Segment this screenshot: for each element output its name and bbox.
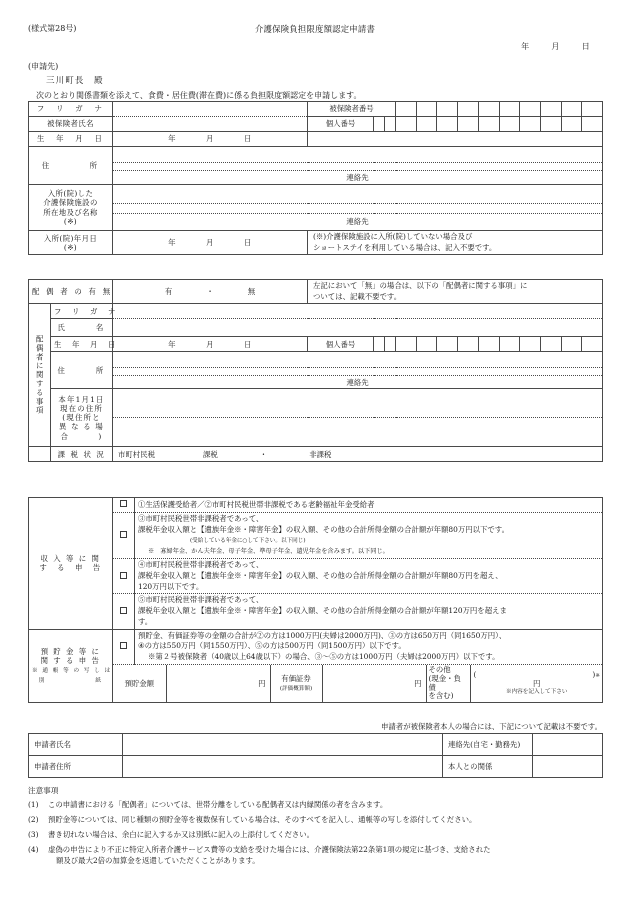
income-item-4: [135, 594, 603, 629]
savings-statement-line-3: ※第２号被保険者（40歳以上64歳以下）の場合、③〜⑤の方は1000万円（夫婦は2000万円）以下です。: [148, 652, 500, 662]
spouse-personal-number-input[interactable]: [396, 337, 603, 352]
table-row: [29, 734, 603, 756]
other-label: [426, 665, 470, 703]
income-section-label: [29, 498, 113, 630]
income-item-1: [135, 498, 603, 513]
birth-date-input[interactable]: [113, 132, 308, 147]
admission-day-label: 日: [243, 238, 252, 248]
securities-amount-yen: 円: [414, 678, 422, 688]
income-item-4-line-3: す。: [138, 616, 153, 626]
income-checkbox-2[interactable]: [113, 513, 135, 559]
applicant-table: [28, 733, 602, 778]
applicant-address-input[interactable]: [123, 756, 443, 778]
income-item-4-line-2: 課税年金収入額と【遺族年金※・障害年金】の収入額、その他の合計所得金額の合計額が年額120万円を超えま: [138, 606, 507, 616]
personal-number-label: 個人番号: [308, 117, 374, 132]
table-row: [29, 498, 603, 513]
insured-number-label: 被保険者番号: [308, 102, 396, 117]
birth-day-label: 日: [243, 134, 252, 144]
note-text-line1: 虚偽の申告により不正に特定入所者介護サービス費等の支給を受けた場合には、介護保険法第22条第1項の規定に基づき、支給された: [48, 845, 491, 855]
admission-date-label: [29, 231, 113, 255]
table-row: [29, 147, 603, 163]
notes-title: 注意事項: [28, 786, 59, 795]
table-row: [29, 447, 603, 462]
spouse-jan1-address-input-2[interactable]: [113, 418, 603, 447]
savings-statement: [135, 629, 603, 664]
jan1-label-line4: 異 な る 場: [59, 422, 105, 432]
checkbox-icon[interactable]: [120, 607, 127, 614]
spouse-tax-spacer: [29, 447, 51, 462]
income-item-2-line-1: ③市町村民税世帯非課税者であって、: [138, 514, 264, 523]
spouse-personal-number-prefix[interactable]: [374, 337, 396, 352]
has-spouse-options[interactable]: [113, 280, 308, 304]
spouse-birth-day-label: 日: [243, 339, 252, 349]
note-number: (3): [28, 830, 39, 840]
personal-number-input[interactable]: [396, 117, 603, 132]
facility-label-line4: (※): [63, 216, 78, 226]
insured-person-table: [28, 101, 602, 255]
spouse-address-input-1[interactable]: [113, 352, 603, 368]
birth-date-label: 生 年 月 日: [29, 132, 113, 147]
spouse-section-label-text: 配偶者に関する事項: [35, 335, 45, 416]
note-text: 預貯金等については、同じ種類の預貯金等を複数保有している場合は、そのすべてを記入し、通帳等の写しを添付してください。: [48, 815, 477, 824]
addressee-label: (申請先): [28, 62, 59, 71]
income-item-4-line-1: ⑤市町村民税世帯非課税者であって、: [138, 595, 264, 605]
applicant-contact-input[interactable]: [533, 734, 603, 756]
table-row: [29, 280, 603, 304]
notes-list: [28, 800, 606, 866]
list-item: [28, 815, 606, 826]
income-item-2: [135, 513, 603, 559]
table-row: [29, 513, 603, 559]
table-row: [29, 418, 603, 447]
insured-name-label: 被保険者氏名: [29, 117, 113, 132]
table-row: [29, 376, 603, 389]
securities-sub-label: (評価概算額): [279, 685, 313, 692]
spouse-furigana-input[interactable]: [113, 304, 603, 319]
checkbox-icon[interactable]: [120, 642, 127, 649]
facility-input-2[interactable]: [113, 204, 603, 214]
note-text: 書き切れない場合は、余白に記入するか又は別紙に記入の上添付してください。: [48, 830, 315, 840]
jan1-label-line1: 本年1月1日: [58, 395, 105, 405]
table-row: [29, 337, 603, 352]
admission-year-label: 年: [168, 238, 177, 248]
other-label-line3: を含む): [428, 691, 454, 701]
facility-contact-label: 連絡先: [113, 214, 603, 231]
spouse-address-input-2[interactable]: [113, 368, 603, 376]
savings-section-label: [29, 629, 113, 703]
spouse-jan1-address-label: [51, 389, 113, 447]
table-row: [29, 132, 603, 147]
checkbox-icon[interactable]: [120, 531, 127, 538]
table-row: [29, 185, 603, 204]
note-number: (2): [28, 815, 39, 824]
spouse-option-separator: ・: [206, 287, 214, 297]
facility-label-line3: 所在地及び名称: [43, 207, 98, 217]
income-checkbox-3[interactable]: [113, 559, 135, 594]
spouse-option-yes[interactable]: 有: [164, 287, 173, 297]
spouse-birth-year-label: 年: [168, 339, 177, 349]
securities-label: [270, 665, 322, 703]
tax-status-label: 課 税 状 況: [51, 447, 113, 462]
spouse-personal-number-label: 個人番号: [308, 337, 374, 352]
savings-section-label-line1: 預 貯 金 等 に: [40, 647, 101, 657]
savings-statement-line-1: 預貯金、有価証券等の金額の合計が②の方は1000万円(夫婦は2000万円)、③の方は650万円（同1650万円）、: [138, 630, 507, 640]
table-row: [29, 594, 603, 629]
income-section-label-line2: す る 申 告: [39, 563, 102, 573]
spouse-birth-label: 生 年 月 日: [51, 337, 113, 352]
list-item: [28, 830, 606, 841]
table-row: [29, 664, 603, 703]
birth-date-spare: [308, 132, 603, 147]
has-spouse-note: [308, 280, 603, 304]
admission-month-label: 月: [206, 238, 214, 248]
table-row: [29, 319, 603, 337]
deposit-amount-input[interactable]: [166, 665, 270, 703]
income-item-3-line-3: 120万円以下です。: [138, 581, 204, 591]
furigana-label: フ リ ガ ナ: [29, 102, 113, 117]
note-text: この申請書における「配偶者」については、世帯分離をしている配偶者又は内縁関係の者を含みます。: [48, 799, 388, 809]
other-amount-input[interactable]: [470, 665, 603, 703]
admission-note-line1: (※)介護保険施設に入所(院)していない場合及び: [313, 232, 473, 241]
spouse-birth-input[interactable]: [113, 337, 308, 352]
jan1-label-line2: 現在の住所: [60, 404, 103, 414]
declaration-table: [28, 497, 602, 703]
note-text-line2: 額及び最大2倍の加算金を返還していただくことがあります。: [56, 855, 260, 865]
facility-input-1[interactable]: [113, 185, 603, 204]
note-text-multiline: [48, 845, 606, 866]
form-number: (様式第28号): [28, 24, 77, 33]
date-month-label: 月: [551, 42, 560, 51]
savings-statement-line-2: ④の方は550万円（同1550万円）、⑤の方は500万円（同1500万円）以下です。: [138, 641, 406, 651]
income-section-label-line1: 収 入 等 に 関: [40, 554, 101, 564]
insured-name-input[interactable]: [113, 117, 308, 132]
admission-note-line2: ショートステイを利用している場合は、記入不要です。: [313, 242, 497, 252]
jan1-label-line3: (現住所と: [62, 413, 101, 423]
income-checkbox-1[interactable]: [113, 498, 135, 513]
savings-section-note-line2: 別 紙: [38, 677, 103, 684]
income-item-3-line-2: 課税年金収入額と【遺族年金※・障害年金】の収入額、その他の合計所得金額の合計額が年額80万円を超え、: [138, 570, 503, 580]
tax-status-options[interactable]: [113, 447, 603, 462]
income-item-3-line-1: ④市町村民税世帯非課税者であって、: [138, 560, 264, 570]
table-row: [29, 117, 603, 132]
applicant-contact-label: 連絡先(自宅・勤務先): [443, 734, 533, 756]
spouse-birth-month-label: 月: [206, 339, 214, 349]
facility-label-line2: 介護保険施設の: [43, 198, 98, 208]
table-row: [29, 559, 603, 594]
table-row: [29, 163, 603, 171]
spouse-name-label: 氏 名: [51, 319, 113, 337]
income-item-3: [135, 559, 603, 594]
lead-text: 次のとおり関係書類を添えて、食費・居住費(滞在費)に係る負担限度額認定を申請します。: [36, 91, 362, 100]
securities-amount-input[interactable]: [322, 665, 426, 703]
other-amount-yen: 円: [533, 679, 541, 689]
note-number: (1): [28, 799, 39, 809]
other-label-line2: (現金・負債: [428, 673, 461, 692]
income-checkbox-4[interactable]: [113, 594, 135, 629]
securities-label-text: 有価証券: [281, 673, 311, 683]
table-row: [29, 102, 603, 117]
savings-section-note-line1: ※ 通 帳 等 の 写 し は: [32, 668, 112, 675]
date-year-label: 年: [521, 42, 530, 51]
address-contact-label: 連絡先: [113, 171, 603, 185]
savings-section-label-line2: 関 す る 申 告: [40, 656, 101, 666]
spouse-option-no[interactable]: 無: [247, 287, 256, 297]
has-spouse-note-line2: ついては、記載不要です。: [313, 291, 402, 301]
birth-year-label: 年: [168, 134, 177, 144]
page-title: 介護保険負担限度額認定申請書: [254, 24, 376, 34]
tax-option-separator: ・: [259, 449, 268, 459]
table-row: [29, 368, 603, 376]
admission-date-input[interactable]: [113, 231, 308, 255]
table-row: [29, 352, 603, 368]
admission-label-line2: (※): [63, 242, 78, 252]
income-item-1-line-1: ①生活保護受給者／②市町村民税世帯非課税である老齢福祉年金受給者: [138, 499, 375, 509]
address-label: 住 所: [29, 147, 113, 185]
facility-label: [29, 185, 113, 231]
table-row: [29, 171, 603, 185]
deposit-amount-yen: 円: [258, 678, 266, 688]
spouse-section-label: [29, 304, 51, 447]
birth-month-label: 月: [206, 134, 214, 144]
spouse-address-label: 住 所: [51, 352, 113, 389]
applicant-relation-label: 本人との関係: [443, 756, 533, 778]
applicant-note: 申請者が被保険者本人の場合には、下記について記載は不要です。: [381, 722, 602, 731]
applicant-name-input[interactable]: [123, 734, 443, 756]
other-paren-open: (: [473, 670, 477, 680]
has-spouse-label: 配 偶 者 の 有 無: [29, 280, 113, 304]
other-paren-close: ): [592, 670, 596, 680]
table-row: [29, 204, 603, 214]
other-label-line1: その他: [428, 664, 451, 674]
notes-section: [28, 786, 606, 866]
other-amount-note: ※内容を記入して下さい: [505, 689, 568, 696]
savings-checkbox[interactable]: [113, 629, 135, 664]
other-mark: ※: [595, 673, 600, 680]
checkbox-icon[interactable]: [120, 572, 127, 579]
tax-status-value: 市町村民税: [118, 449, 155, 459]
checkbox-icon[interactable]: [120, 500, 127, 507]
facility-label-line1: 入所(院)した: [47, 189, 94, 199]
spouse-name-input[interactable]: [113, 319, 603, 337]
list-item: [28, 800, 606, 811]
furigana-input[interactable]: [113, 102, 308, 117]
tax-option-taxed[interactable]: 課税: [202, 449, 218, 459]
income-item-2-note-2: ※ 寡婦年金、かん夫年金、母子年金、準母子年金、遺児年金を含みます。以下同じ。: [148, 548, 389, 556]
admission-note: [308, 231, 603, 255]
admission-label-line1: 入所(院)年月日: [43, 233, 98, 243]
deposit-amount-label: 預貯金額: [113, 665, 166, 703]
income-item-2-line-2: 課税年金収入額と【遺族年金※・障害年金】の収入額、その他の合計所得金額の合計額が年額80万円以下です。: [138, 524, 509, 534]
table-row: [29, 756, 603, 778]
date-day-label: 日: [581, 42, 590, 51]
insured-number-input[interactable]: [396, 102, 603, 117]
has-spouse-note-line1: 左記において「無」の場合は、以下の「配偶者に関する事項」に: [313, 281, 528, 290]
personal-number-prefix-cells[interactable]: [374, 117, 396, 132]
applicant-relation-input[interactable]: [533, 756, 603, 778]
spouse-contact-label: 連絡先: [113, 376, 603, 389]
table-row: [29, 629, 603, 664]
applicant-name-label: 申請者氏名: [29, 734, 123, 756]
jan1-label-line5: 合 ): [60, 431, 103, 441]
applicant-address-label: 申請者住所: [29, 756, 123, 778]
table-row: [29, 231, 603, 255]
table-row: [113, 665, 603, 703]
spouse-table: [28, 279, 602, 462]
note-number: (4): [28, 845, 39, 855]
list-item: [28, 845, 606, 866]
tax-option-untaxed[interactable]: 非課税: [309, 449, 332, 459]
spouse-jan1-address-input-1[interactable]: [113, 389, 603, 418]
table-row: [29, 304, 603, 319]
address-input-2[interactable]: [113, 163, 603, 171]
table-row: [29, 214, 603, 231]
addressee-name: 三川町長 殿: [46, 76, 104, 86]
address-input-1[interactable]: [113, 147, 603, 163]
income-item-2-note-1: (受給している年金に○して下さい。以下同じ): [190, 538, 306, 545]
spouse-furigana-label: フ リ ガ ナ: [51, 304, 113, 319]
table-row: [29, 389, 603, 418]
date-line: [521, 42, 590, 52]
savings-amounts-row: [113, 664, 603, 703]
